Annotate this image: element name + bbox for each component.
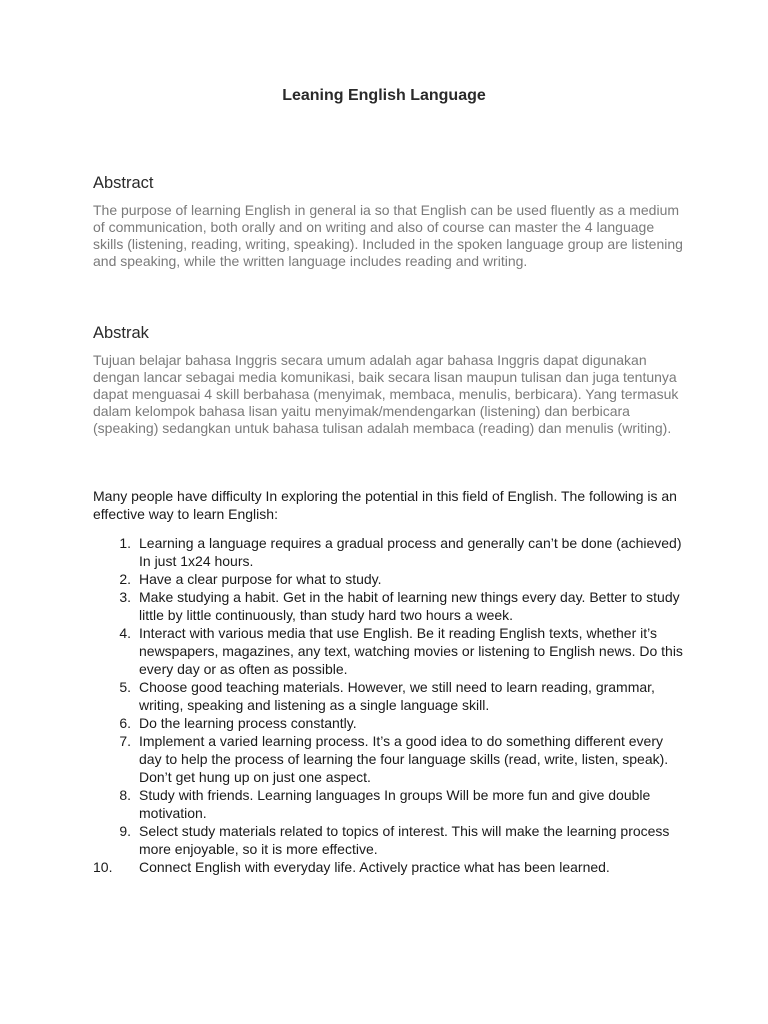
list-item-number: 1. xyxy=(119,535,131,551)
steps-list xyxy=(93,534,683,876)
abstract-heading: Abstract xyxy=(93,174,154,192)
list-item-number: 9. xyxy=(119,823,131,839)
list-item-number: 2. xyxy=(119,571,131,587)
list-item xyxy=(93,822,683,858)
list-item-number: 4. xyxy=(119,625,131,641)
list-item-text: Connect English with everyday life. Actively practice what has been learned. xyxy=(139,859,610,875)
list-item-text: Implement a varied learning process. It’s a good idea to do something different every day to help the process of learning the four language skills (read, write, listen, speak). Don’t get hung up on just one aspect. xyxy=(139,733,669,785)
list-item-number: 10. xyxy=(93,859,113,875)
list-item-text: Make studying a habit. Get in the habit of learning new things every day. Better to study little by little continuously, than study hard two hours a week. xyxy=(139,589,680,623)
intro-paragraph: Many people have difficulty In exploring the potential in this field of English. The following is an effective way to learn English: xyxy=(93,488,677,522)
list-item xyxy=(93,570,683,588)
abstrak-body: Tujuan belajar bahasa Inggris secara umum adalah agar bahasa Inggris dapat digunakan dengan lancar sebagai media komunikasi, baik secara lisan maupun tulisan dan juga tentunya dapat menguasai 4 skill berbahasa (menyimak, membaca, menulis, berbicara). Yang termasuk dalam kelompok bahasa lisan yaitu menyimak/mendengarkan (listening) dan berbicara (speaking) sedangkan untuk bahasa tulisan adalah membaca (reading) dan menulis (writing). xyxy=(93,352,679,436)
list-item xyxy=(93,714,683,732)
list-item-number: 7. xyxy=(119,733,131,749)
list-item-number: 6. xyxy=(119,715,131,731)
list-item-number: 5. xyxy=(119,679,131,695)
list-item xyxy=(93,534,683,570)
list-item-text: Select study materials related to topics of interest. This will make the learning process more enjoyable, so it is more effective. xyxy=(139,823,670,857)
list-item xyxy=(93,624,683,678)
list-item-text: Study with friends. Learning languages In groups Will be more fun and give double motivation. xyxy=(139,787,651,821)
list-item-number: 8. xyxy=(119,787,131,803)
list-item-text: Do the learning process constantly. xyxy=(139,715,357,731)
abstrak-heading: Abstrak xyxy=(93,324,149,342)
list-item xyxy=(93,732,683,786)
abstract-body: The purpose of learning English in general ia so that English can be used fluently as a medium of communication, both orally and on writing and also of course can master the 4 language skills (listening, reading, writing, speaking). Included in the spoken language group are listening and speaking, while the written language includes reading and writing. xyxy=(93,202,683,269)
list-item-text: Have a clear purpose for what to study. xyxy=(139,571,382,587)
list-item xyxy=(93,678,683,714)
list-item-text: Interact with various media that use English. Be it reading English texts, whether it’s newspapers, magazines, any text, watching movies or listening to English news. Do this every day or as often as possible. xyxy=(139,625,683,677)
list-item xyxy=(93,786,683,822)
list-item xyxy=(93,588,683,624)
list-item xyxy=(93,858,683,876)
document-title: Leaning English Language xyxy=(282,87,486,104)
list-item-text: Choose good teaching materials. However, we still need to learn reading, grammar, writing, speaking and listening as a single language skill. xyxy=(139,679,655,713)
list-item-text: Learning a language requires a gradual process and generally can’t be done (achieved) In just 1x24 hours. xyxy=(139,535,682,569)
list-item-number: 3. xyxy=(119,589,131,605)
